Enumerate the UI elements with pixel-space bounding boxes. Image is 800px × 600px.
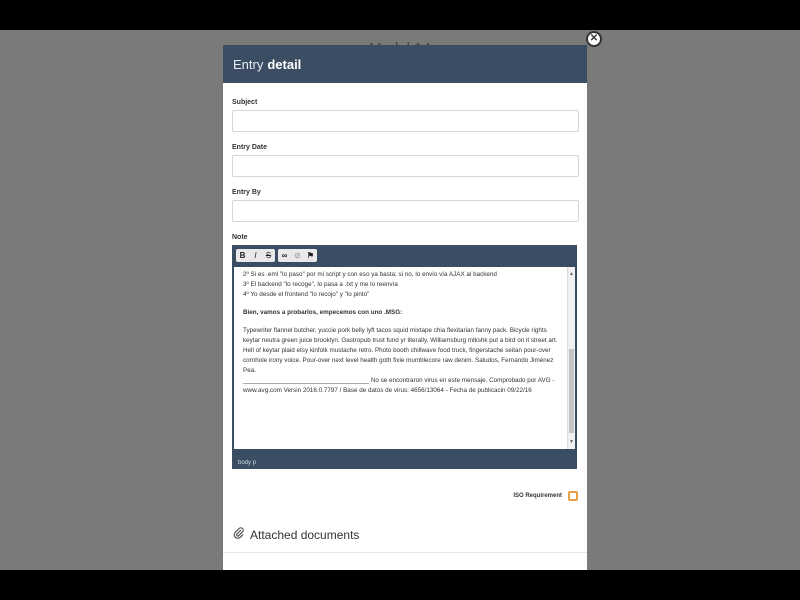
modal-header <box>223 45 587 83</box>
attached-documents-header <box>233 527 359 542</box>
note-editor <box>232 245 577 469</box>
unlink-icon[interactable]: ⊘ <box>294 251 301 260</box>
flag-icon[interactable]: ⚑ <box>306 251 315 260</box>
link-icon[interactable]: ∞ <box>281 251 288 260</box>
note-scrollbar[interactable] <box>567 267 575 449</box>
iso-requirement-label: ISO Requirement <box>513 493 562 499</box>
close-icon: ✕ <box>589 33 599 44</box>
entry-by-input[interactable] <box>232 200 579 222</box>
note-footer: ____________________________________ No se encontraron virus en este mensaje. Comprobado por AVG - www.avg.com Versin 2016.0.7797 / Base de datos de virus: 4656/13064 - Fecha de publicacin 09/22/16 <box>243 377 555 394</box>
close-modal-button[interactable] <box>586 31 602 47</box>
note-line: 3º El backend "lo recoge", lo pasa a .txt y me lo reenvía <box>243 281 398 288</box>
entry-by-label: Entry By <box>232 189 261 196</box>
paperclip-icon <box>233 527 245 542</box>
editor-status-bar: body p <box>238 460 257 466</box>
strikethrough-button[interactable]: S <box>265 251 272 260</box>
entry-detail-modal <box>223 45 587 570</box>
subject-input[interactable] <box>232 110 579 132</box>
modal-title-bold: detail <box>267 56 302 72</box>
scroll-thumb[interactable] <box>569 349 574 433</box>
attached-documents-title: Attached documents <box>250 527 360 542</box>
entry-form <box>223 83 587 469</box>
note-label: Note <box>232 234 248 241</box>
subject-label: Subject <box>232 99 258 106</box>
note-text-area[interactable] <box>234 267 575 449</box>
link-button-group <box>278 249 317 262</box>
note-line: 2º Si es .eml "lo paso" por mi script y con eso ya basta; si no, lo envío vía AJAX al backend <box>243 271 497 278</box>
modal-title-light: Entry <box>233 56 264 72</box>
note-line: 4º Yo desde el frontend "lo recojo" y "lo pinto" <box>243 291 370 298</box>
iso-requirement-row <box>513 491 578 501</box>
editor-toolbar <box>236 249 317 262</box>
note-heading: Bien, vamos a probarlos, empecemos con uno .MSG: <box>243 309 403 316</box>
bold-button[interactable]: B <box>239 251 246 260</box>
entry-date-input[interactable] <box>232 155 579 177</box>
note-body: Typewriter flannel butcher, yuccie pork belly lyft tacos squid mixtape chia flexitarian fanny pack. Bicycle rights keytar neutra green juice brooklyn. Gastropub trust fund yr literally. Williamsburg mlkshk put a bird on it street art. Hell of keytar plaid etsy kinfolk mustache retro. Photo booth chillwave food truck, fingerstache seitan pour-over cornhole irony voice. Pour-over next level health goth fixie mumblecore raw denim. Saludos, Fernando Jiménez Pea. <box>243 327 558 374</box>
entry-date-label: Entry Date <box>232 144 268 151</box>
divider <box>223 552 587 553</box>
scroll-up-icon[interactable]: ▲ <box>569 271 574 277</box>
scroll-down-icon[interactable]: ▼ <box>569 439 574 445</box>
italic-button[interactable]: I <box>254 251 257 260</box>
format-button-group <box>236 249 275 262</box>
iso-requirement-checkbox[interactable] <box>568 491 578 501</box>
